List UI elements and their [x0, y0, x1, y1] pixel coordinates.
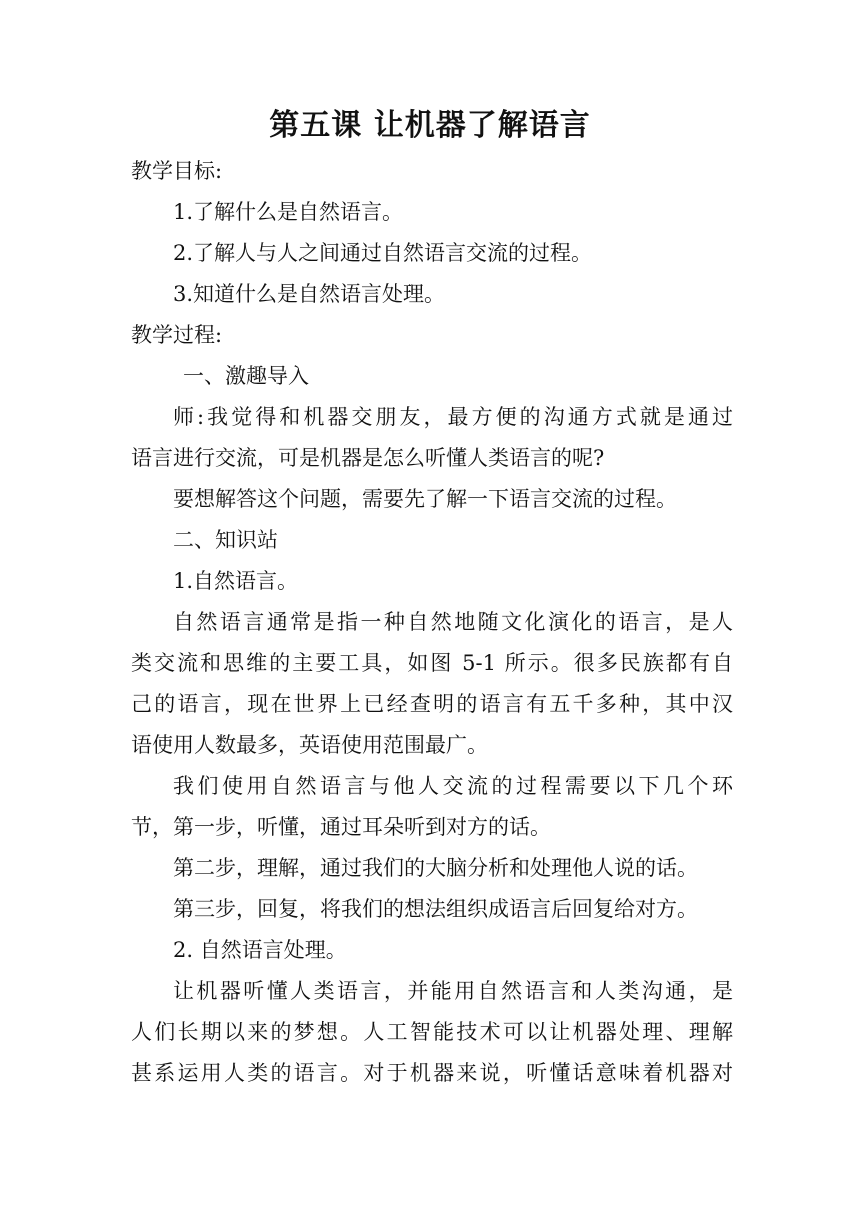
objective-item-3: 3.知道什么是自然语言处理。	[173, 282, 446, 306]
objective-item-1: 1.了解什么是自然语言。	[173, 200, 404, 224]
natural-language-heading: 1.自然语言。	[173, 569, 299, 593]
intro-paragraph-2: 要想解答这个问题，需要先了解一下语言交流的过程。	[173, 487, 677, 511]
process-steps-line-2: 节，第一步，听懂，通过耳朵听到对方的话。	[131, 815, 551, 839]
section2-heading: 二、知识站	[173, 528, 278, 552]
intro-paragraph-line-2: 语言进行交流，可是机器是怎么听懂人类语言的呢?	[131, 446, 605, 470]
objective-item-2: 2.了解人与人之间通过自然语言交流的过程。	[173, 241, 593, 265]
process-heading: 教学过程:	[131, 323, 223, 347]
step-three-paragraph: 第三步，回复，将我们的想法组织成语言后回复给对方。	[173, 897, 698, 921]
nlp-heading: 2. 自然语言处理。	[173, 938, 347, 962]
section1-heading: 一、激趣导入	[183, 364, 309, 388]
nlp-para-line-2: 人们长期以来的梦想。人工智能技术可以让机器处理、理解	[131, 1020, 733, 1044]
lesson-title: 第五课 让机器了解语言	[269, 108, 591, 143]
objectives-heading: 教学目标:	[131, 159, 223, 183]
natural-language-para-line-4: 语使用人数最多，英语使用范围最广。	[131, 733, 488, 757]
natural-language-para-line-3: 己的语言，现在世界上已经查明的语言有五千多种，其中汉	[131, 692, 733, 716]
process-steps-line-1: 我们使用自然语言与他人交流的过程需要以下几个环	[173, 774, 733, 798]
step-two-paragraph: 第二步，理解，通过我们的大脑分析和处理他人说的话。	[173, 856, 698, 880]
nlp-para-line-1: 让机器听懂人类语言，并能用自然语言和人类沟通，是	[173, 979, 733, 1003]
intro-paragraph-line-1: 师:我觉得和机器交朋友，最方便的沟通方式就是通过	[173, 405, 733, 429]
nlp-para-line-3: 甚系运用人类的语言。对于机器来说，听懂话意味着机器对	[131, 1061, 733, 1085]
natural-language-para-line-2: 类交流和思维的主要工具，如图 5-1 所示。很多民族都有自	[131, 651, 733, 675]
natural-language-para-line-1: 自然语言通常是指一种自然地随文化演化的语言，是人	[173, 610, 733, 634]
